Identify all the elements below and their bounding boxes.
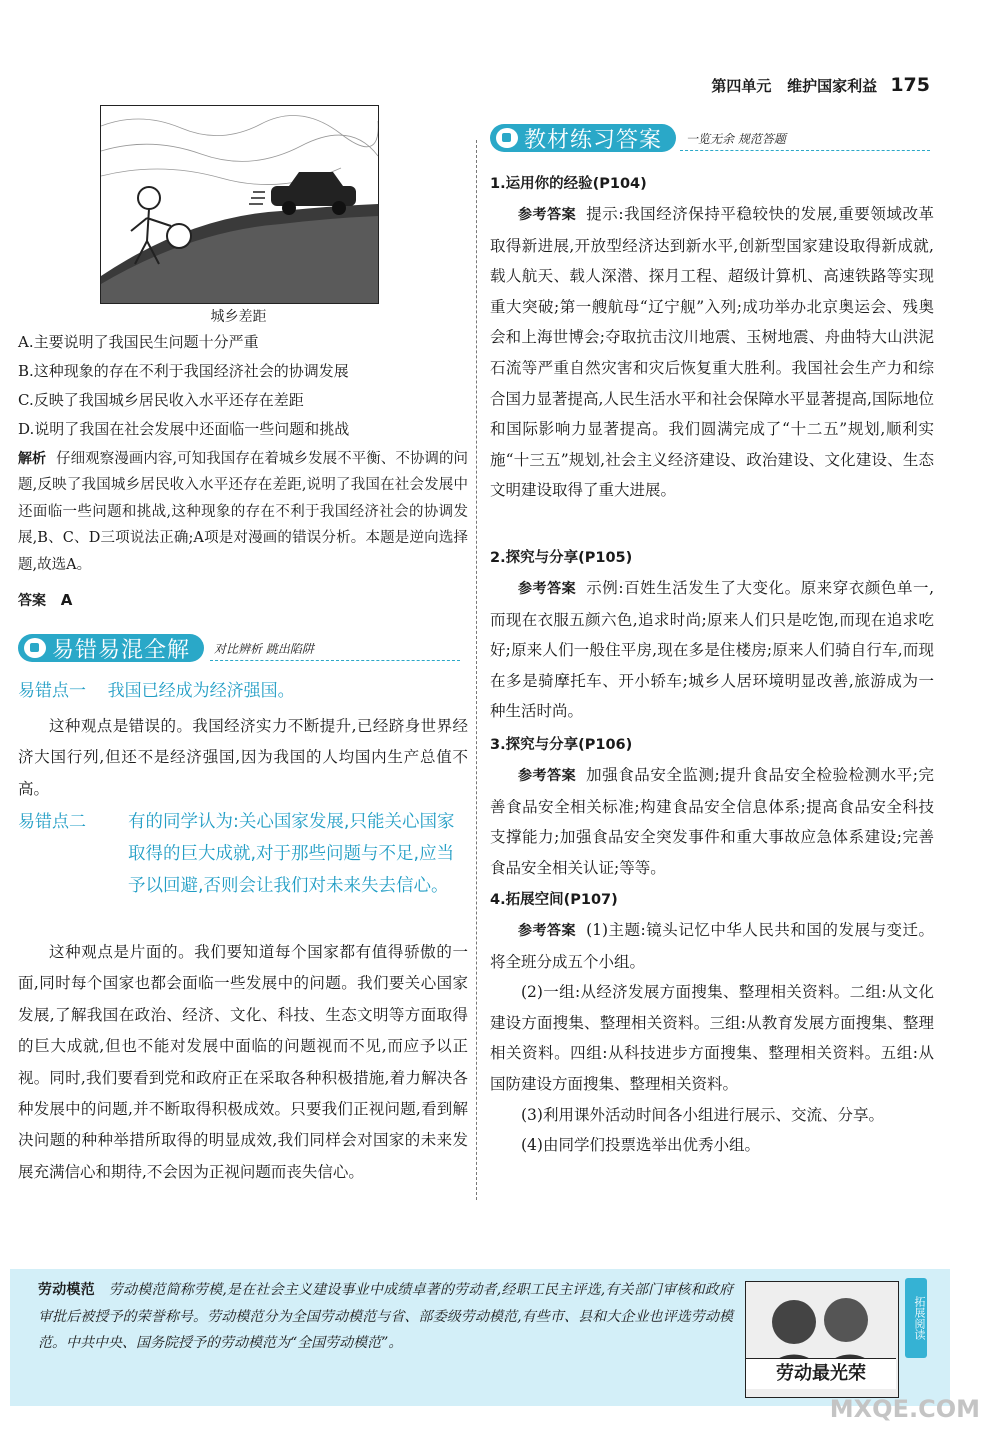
- textbook-banner: [490, 123, 786, 153]
- trap-point-1: [18, 675, 468, 708]
- answer-section-3: [490, 733, 934, 883]
- section-1-title: 1.运用你的经验(P104): [490, 176, 647, 192]
- section-3-body: 加强食品安全监测;提升食品安全检验检测水平;完善食品安全相关标准;构建食品安全信息体系;提高食品安全科技支撑能力;加强食品安全突发事件和重大事故应急体系建设;完善食品安全相关认证;等等。: [490, 766, 935, 877]
- trap-2-label-wrap: [18, 806, 122, 839]
- speaker-icon: [496, 128, 518, 148]
- section-3-title: 3.探究与分享(P106): [490, 737, 633, 753]
- options-list: [18, 328, 468, 444]
- reading-tag: 拓展阅读: [905, 1278, 927, 1358]
- answer-label: 答案: [18, 593, 46, 609]
- footer-text: 劳动模范简称劳模,是在社会主义建设事业中成绩卓著的劳动者,经职工民主评选,有关部门审核和政府审批后被授予的荣誉称号。劳动模范分为全国劳动模范与省、部委级劳动模范,有些市、县和大企业也评选劳动模范。中共中央、国务院授予的劳动模范为“全国劳动模范”。: [38, 1282, 733, 1351]
- cartoon-caption: 城乡差距: [210, 309, 267, 325]
- analysis-block: [18, 446, 468, 578]
- section-4-step-2: (2)一组:从经济发展方面搜集、整理相关资料。二组:从文化建设方面搜集、整理相关资料。三组:从教育发展方面搜集、整理相关资料。四组:从科技进步方面搜集、整理相关资料。五组:从国防建设方面搜集、整理相关资料。: [490, 983, 934, 1093]
- analysis-label: 解析: [18, 451, 47, 467]
- ref-label: 参考答案: [518, 207, 577, 223]
- trap-1-title: 我国已经成为经济强国。: [107, 681, 295, 701]
- answer-section-1: [490, 172, 934, 506]
- textbook-banner-line: [680, 150, 930, 151]
- unit-title: 维护国家利益: [787, 77, 878, 95]
- textbook-banner-title: 教材练习答案: [524, 127, 663, 153]
- watermark: MXQE.COM: [829, 1395, 980, 1423]
- car-icon: [249, 172, 356, 215]
- option-b: B.这种现象的存在不利于我国经济社会的协调发展: [18, 362, 349, 380]
- section-4-body: (1)主题:镜头记忆中华人民共和国的发展与变迁。将全班分成五个小组。: [490, 921, 935, 971]
- confusion-banner: [18, 633, 468, 663]
- section-2-body: 示例:百姓生活发生了大变化。原来穿衣颜色单一,而现在衣服五颜六色,追求时尚;原来人们只是吃饱,而现在追求吃好;原来人们一般住平房,现在多是住楼房;原来人们骑自行车,而现在多是骑摩托车、开小轿车;城乡人居环境明显改善,旅游成为一种生活时尚。: [490, 579, 935, 721]
- unit-label: 第四单元: [711, 77, 772, 95]
- trap-2-body: 这种观点是片面的。我们要知道每个国家都有值得骄傲的一面,同时每个国家也都会面临一些发展中的问题。我们要关心国家发展,了解我国在政治、经济、文化、科技、生态文明等方面取得的巨大成就,但也不能对发展中面临的问题视而不见,而应予以正视。同时,我们要看到党和政府正在采取各种积极措施,着力解决各种发展中的问题,并不断取得积极成效。只要我们正视问题,看到解决问题的种种举措所取得的明显成效,我们同样会对国家的未来发展充满信心和期待,不会因为正视问题而丧失信心。: [18, 943, 468, 1181]
- ref-label: 参考答案: [518, 768, 577, 784]
- cartoon-illustration: [100, 105, 379, 304]
- section-2-title: 2.探究与分享(P105): [490, 550, 633, 566]
- trap-1-label: 易错点一: [18, 681, 86, 701]
- section-4-title: 4.拓展空间(P107): [490, 892, 618, 908]
- speaker-icon: [24, 638, 46, 658]
- ref-label: 参考答案: [518, 923, 577, 939]
- answer-section-4: [490, 888, 934, 1161]
- trap-1-body: 这种观点是错误的。我国经济实力不断提升,已经跻身世界经济大国行列,但还不是经济强国,因为我国的人均国内生产总值不高。: [18, 717, 468, 798]
- confusion-subtitle: 对比辨析 跳出陷阱: [214, 641, 314, 656]
- footer-term: 劳动模范: [38, 1282, 95, 1298]
- trap-2-title: 有的同学认为:关心国家发展,只能关心国家取得的巨大成就,对于那些问题与不足,应当予以回避,否则会让我们对未来失去信心。: [128, 812, 455, 896]
- section-4-step-4: (4)由同学们投票选举出优秀小组。: [521, 1136, 760, 1155]
- page-header: [711, 74, 930, 96]
- confusion-banner-title: 易错易混全解: [52, 637, 191, 663]
- answer-value: A: [60, 591, 73, 609]
- option-a: A.主要说明了我国民生问题十分严重: [18, 333, 259, 351]
- section-4-step-3: (3)利用课外活动时间各小组进行展示、交流、分享。: [521, 1105, 884, 1124]
- answer-line: [18, 590, 468, 610]
- confusion-banner-line: [210, 660, 460, 661]
- trap-2-label: 易错点二: [18, 812, 86, 832]
- cartoon-drawing: [101, 106, 378, 303]
- page-number: 175: [890, 74, 930, 96]
- poster-slogan: 劳动最光荣: [746, 1358, 896, 1389]
- section-1-body: 提示:我国经济保持平稳较快的发展,重要领域改革取得新进展,开放型经济达到新水平,创新型国家建设取得新成就,载人航天、载人深潜、探月工程、超级计算机、高速铁路等实现重大突破;第一艘航母“辽宁舰”入列;成功举办北京奥运会、残奥会和上海世博会;夺取抗击汶川地震、玉树地震、舟曲特大山洪泥石流等严重自然灾害和灾后恢复重大胜利。我国社会生产力和综合国力显著提高,人民生活水平和社会保障水平显著提高,国际地位和国际影响力显著提高。我们圆满完成了“十二五”规划,顺利实施“十三五”规划,社会主义经济建设、政治建设、文化建设、生态文明建设取得了重大进展。: [490, 205, 935, 500]
- option-d: D.说明了我国在社会发展中还面临一些问题和挑战: [18, 420, 350, 438]
- textbook-subtitle: 一览无余 规范答题: [686, 131, 786, 146]
- option-c: C.反映了我国城乡居民收入水平还存在差距: [18, 391, 304, 409]
- analysis-text: 仔细观察漫画内容,可知我国存在着城乡发展不平衡、不协调的问题,反映了我国城乡居民收入水平还存在差距,说明了我国在社会发展中还面临一些问题和挑战,这种现象的存在不利于我国经济社会的协调发展,B、C、D三项说法正确;A项是对漫画的错误分析。本题是逆向选择题,故选A。: [18, 451, 468, 573]
- labor-poster-image: [745, 1281, 899, 1398]
- column-divider: [476, 140, 477, 1200]
- ref-label: 参考答案: [518, 581, 577, 597]
- answer-section-2: [490, 546, 934, 727]
- footer-text-block: [38, 1277, 733, 1357]
